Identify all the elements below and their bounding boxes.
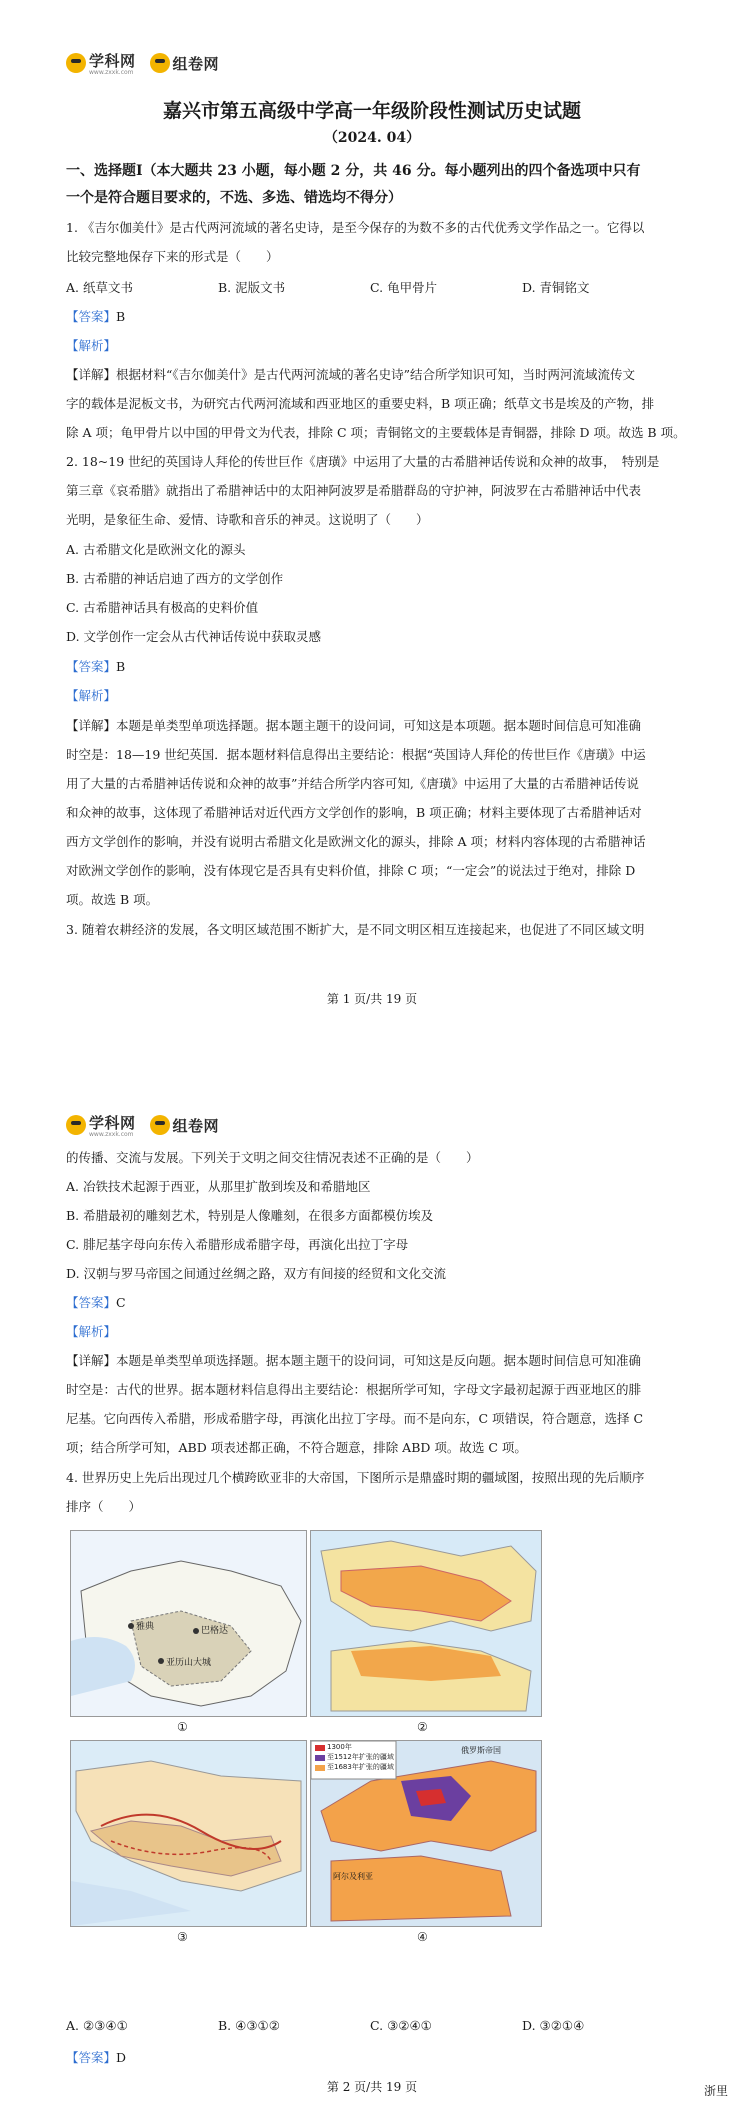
page-footer-2: 第 2 页/共 19 页: [326, 2080, 418, 2094]
header-logos: [66, 50, 227, 76]
q2-detail-6: 对欧洲文学创作的影响，没有体现它是否具有史料价值，排除 C 项；“一定会”的说法过于绝对，排除 D: [66, 863, 636, 878]
graduation-cap-icon: [66, 1115, 86, 1135]
q4-option-b: B. ④③①②: [218, 2018, 280, 2033]
q3-answer: 【答案】C: [66, 1295, 126, 1310]
q1-detail: 【详解】根据材料“《吉尔伽美什》是古代两河流域的著名史诗”结合所学知识可知，当时两河流域流传文: [66, 367, 636, 382]
q3-detail: 【详解】本题是单类型单项选择题。据本题主题干的设问词，可知这是反向题。据本题时间信息可知准确: [66, 1353, 642, 1368]
maps-figure: [70, 1530, 570, 2000]
q2-detail-2: 时空是：18—19 世纪英国．据本题材料信息得出主要结论：根据“英国诗人拜伦的传世巨作《唐璜》中运: [66, 747, 646, 762]
q2-option-d: D. 文学创作一定会从古代神话传说中获取灵感: [66, 629, 322, 644]
q2-answer: 【答案】B: [66, 659, 126, 674]
map-1-place-alexandria: 亚历山大城: [166, 1658, 212, 1668]
logo-xuekewang: 学科网 www.zxxk.com: [66, 50, 136, 76]
graduation-cap-icon: [150, 53, 170, 73]
map-4-legend-1683: 至1683年扩张的疆域: [327, 1763, 394, 1771]
exam-title: 嘉兴市第五高级中学高一年级阶段性测试历史试题: [162, 100, 581, 122]
map-3-label: ③: [177, 1930, 188, 1944]
q2-detail-5: 西方文学创作的影响，并没有说明古希腊文化是欧洲文化的源头，排除 A 项；材料内容体现的古希腊神话: [66, 834, 646, 849]
exam-date: （2024. 04）: [323, 130, 421, 146]
map-4-place-algeria: 阿尔及利亚: [333, 1872, 373, 1881]
q4-stem-2: 排序（ ）: [66, 1499, 142, 1514]
map-4: [310, 1740, 542, 1927]
q4-option-d: D. ③②①④: [522, 2018, 585, 2033]
q3-detail-2: 时空是：古代的世界。据本题材料信息得出主要结论：根据所学可知，字母文字最初起源于西亚地区的腓: [66, 1382, 642, 1397]
map-2-graphic: [311, 1531, 541, 1716]
q4-option-a: A. ②③④①: [66, 2018, 128, 2033]
map-4-label: ④: [417, 1930, 428, 1944]
q2-detail-7: 项。故选 B 项。: [66, 892, 159, 907]
q2-option-c: C. 古希腊神话具有极高的史料价值: [66, 600, 259, 615]
q1-option-c: C. 龟甲骨片: [370, 280, 438, 295]
map-1-place-baghdad: 巴格达: [201, 1626, 229, 1636]
map-1-graphic: [71, 1531, 306, 1716]
section-heading-2: 一个是符合题目要求的，不选、多选、错选均不得分）: [66, 190, 402, 206]
q4-stem: 4. 世界历史上先后出现过几个横跨欧亚非的大帝国，下图所示是鼎盛时期的疆域图，按照出现的先后顺序: [66, 1470, 645, 1485]
graduation-cap-icon: [66, 53, 86, 73]
map-1: [70, 1530, 307, 1717]
map-4-legend-1300: 1300年: [327, 1743, 352, 1751]
map-3-graphic: [71, 1741, 306, 1926]
q3-stem: 3. 随着农耕经济的发展，各文明区域范围不断扩大，是不同文明区相互连接起来，也促进了不同区域文明: [66, 922, 645, 937]
q1-option-b: B. 泥版文书: [218, 280, 286, 295]
q3-stem-2: 的传播、交流与发展。下列关于文明之间交往情况表述不正确的是（ ）: [66, 1150, 479, 1165]
map-2-label: ②: [417, 1720, 428, 1734]
map-4-place-russia: 俄罗斯帝国: [461, 1746, 501, 1755]
graduation-cap-icon: [150, 1115, 170, 1135]
q1-stem: 1. 《吉尔伽美什》是古代两河流域的著名史诗，是至今保存的为数不多的古代优秀文学作品之一。它得以: [66, 220, 645, 235]
q2-stem-2: 第三章《哀希腊》就指出了希腊神话中的太阳神阿波罗是希腊群岛的守护神，阿波罗在古希腊神话中代表: [66, 483, 642, 498]
page-footer-1: 第 1 页/共 19 页: [326, 992, 418, 1006]
logo-xuekewang: 学科网 www.zxxk.com: [66, 1112, 136, 1138]
q1-option-a: A. 纸草文书: [66, 280, 133, 295]
q2-option-b: B. 古希腊的神话启迪了西方的文学创作: [66, 571, 284, 586]
q3-option-b: B. 希腊最初的雕刻艺术，特别是人像雕刻，在很多方面都模仿埃及: [66, 1208, 434, 1223]
q3-detail-4: 项；结合所学可知，ABD 项表述都正确，不符合题意，排除 ABD 项。故选 C 项。: [66, 1440, 527, 1455]
q2-stem-3: 光明，是象征生命、爱情、诗歌和音乐的神灵。这说明了（ ）: [66, 512, 429, 527]
q4-option-c: C. ③②④①: [370, 2018, 432, 2033]
q1-option-d: D. 青铜铭文: [522, 280, 590, 295]
q2-analysis-label: 【解析】: [66, 688, 117, 703]
map-1-place-athens: 雅典: [136, 1622, 155, 1632]
map-1-label: ①: [177, 1720, 188, 1734]
page-2: [0, 1100, 744, 2104]
corner-watermark: 浙里: [703, 2084, 728, 2098]
section-heading: 一、选择题Ⅰ（本大题共 23 小题，每小题 2 分，共 46 分。每小题列出的四个备选项中只有: [66, 163, 641, 179]
map-3: [70, 1740, 307, 1927]
header-logos-2: [66, 1112, 227, 1138]
q2-stem: 2. 18~19 世纪的英国诗人拜伦的传世巨作《唐璜》中运用了大量的古希腊神话传说和众神的故事， 特别是: [66, 454, 660, 469]
q1-answer: 【答案】B: [66, 309, 126, 324]
map-4-legend-1512: 至1512年扩张的疆域: [327, 1753, 394, 1761]
map-2: [310, 1530, 542, 1717]
q2-detail-3: 用了大量的古希腊神话传说和众神的故事”并结合所学内容可知,《唐璜》中运用了大量的古希腊神话传说: [66, 776, 639, 791]
q1-stem-2: 比较完整地保存下来的形式是（ ）: [66, 249, 279, 264]
page-1: [0, 0, 744, 1040]
q3-analysis-label: 【解析】: [66, 1324, 117, 1339]
q3-detail-3: 尼基。它向西传入希腊，形成希腊字母，再演化出拉丁字母。而不是向东，C 项错误，符合题意，选择 C: [66, 1411, 644, 1426]
q1-detail-2: 字的载体是泥板文书，为研究古代两河流域和西亚地区的重要史料，B 项正确；纸草文书是埃及的产物，排: [66, 396, 655, 411]
q1-detail-3: 除 A 项；龟甲骨片以中国的甲骨文为代表，排除 C 项；青铜铭文的主要载体是青铜器，排除 D 项。故选 B 项。: [66, 425, 686, 440]
q2-detail: 【详解】本题是单类型单项选择题。据本题主题干的设问词，可知这是本项题。据本题时间信息可知准确: [66, 718, 642, 733]
logo-zujuanwang: 组卷网: [150, 1115, 220, 1136]
q4-answer: 【答案】D: [66, 2050, 127, 2065]
q3-option-a: A. 冶铁技术起源于西亚，从那里扩散到埃及和希腊地区: [66, 1179, 371, 1194]
q2-option-a: A. 古希腊文化是欧洲文化的源头: [66, 542, 246, 557]
q2-detail-4: 和众神的故事，这体现了希腊神话对近代西方文学创作的影响，B 项正确；材料主要体现了古希腊神话对: [66, 805, 642, 820]
q3-option-c: C. 腓尼基字母向东传入希腊形成希腊字母，再演化出拉丁字母: [66, 1237, 409, 1252]
q3-option-d: D. 汉朝与罗马帝国之间通过丝绸之路，双方有间接的经贸和文化交流: [66, 1266, 447, 1281]
logo-zujuanwang: 组卷网: [150, 53, 220, 74]
q1-analysis-label: 【解析】: [66, 338, 117, 353]
